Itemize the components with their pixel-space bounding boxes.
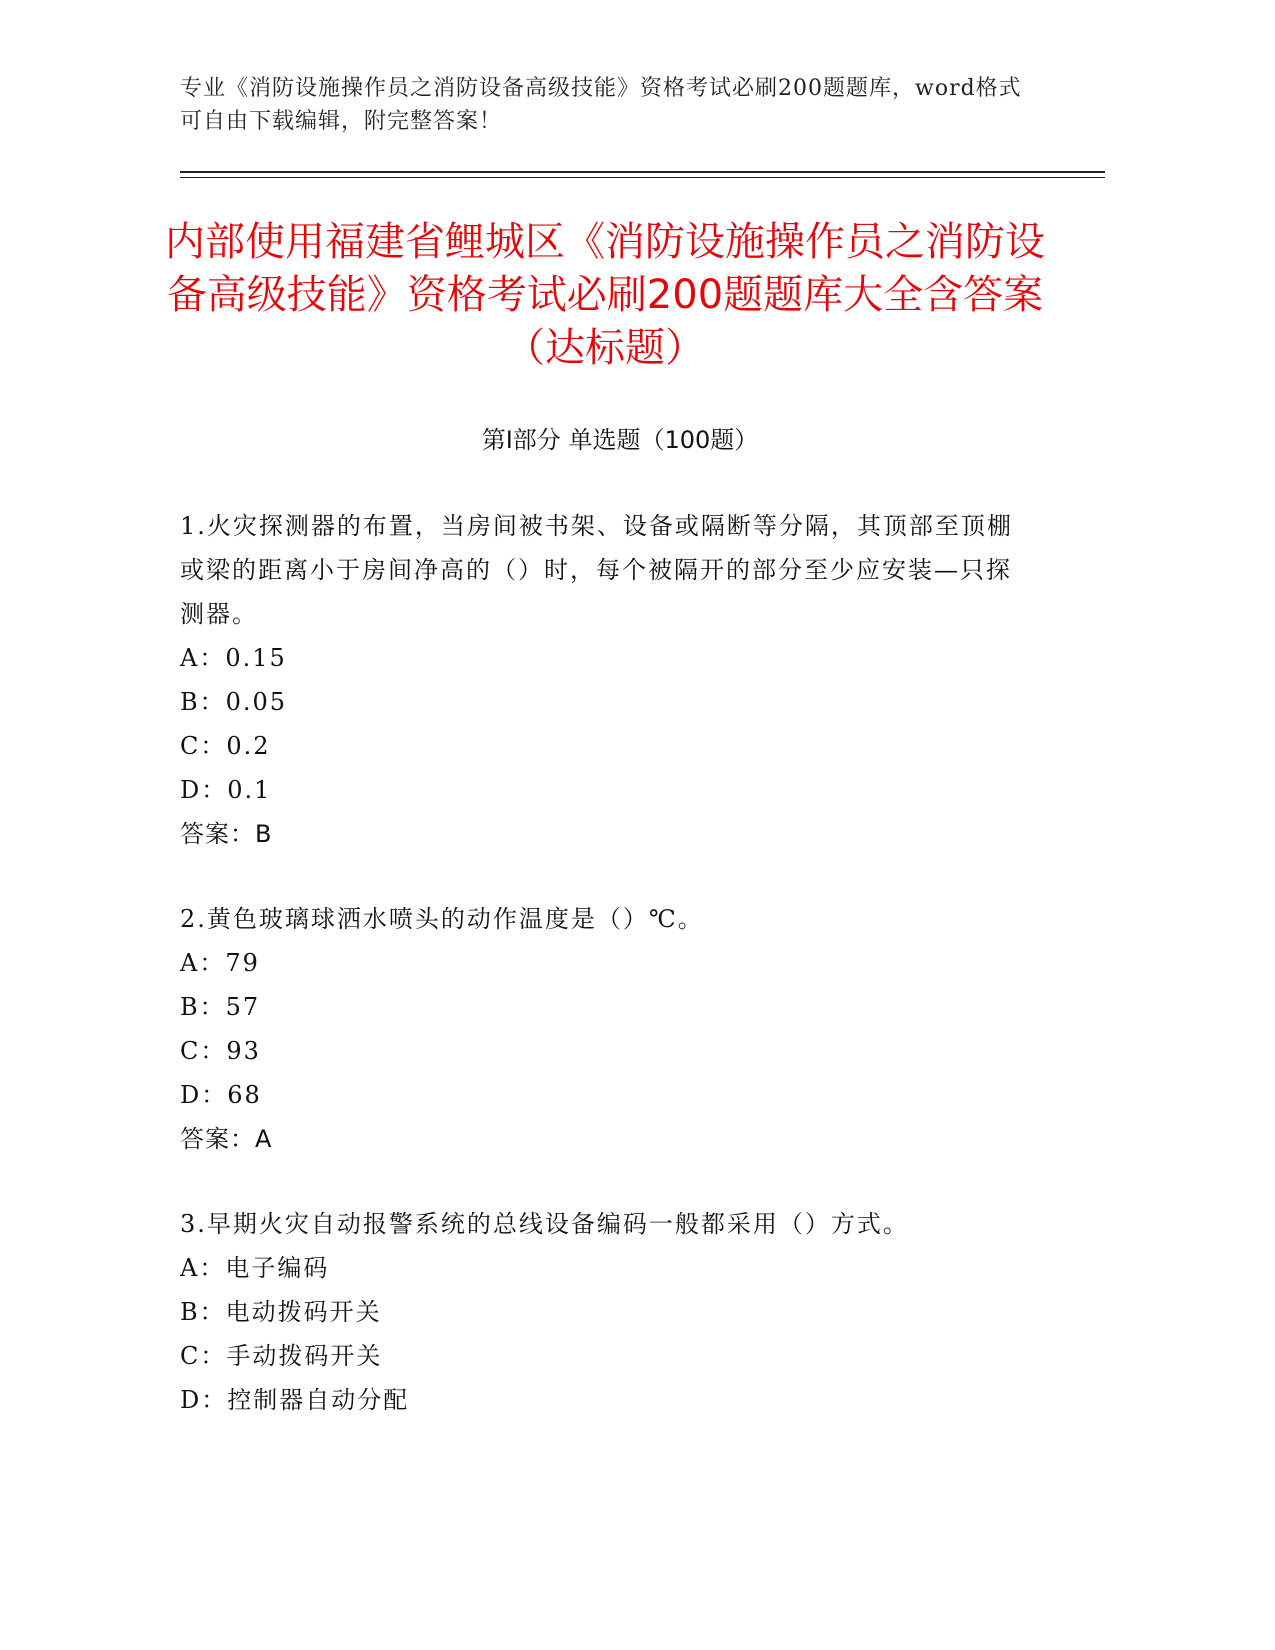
option-a: A：电子编码 [180,1254,330,1282]
question-item [180,897,1030,1161]
option-d: D：68 [180,1081,262,1109]
header-rule-thick [180,171,1105,173]
question-item [180,504,1030,856]
option-c: C：手动拨码开关 [180,1342,383,1370]
question-stem: 2.黄色玻璃球洒水喷头的动作温度是（）℃。 [180,905,704,933]
option-b: B：0.05 [180,688,288,716]
document-title: 内部使用福建省鲤城区《消防设施操作员之消防设备高级技能》资格考试必刷200题题库大全含答案（达标题） [165,219,1045,371]
option-b: B：电动拨码开关 [180,1298,382,1326]
question-item [180,1202,1030,1422]
option-a: A：79 [180,949,260,977]
header-note: 专业《消防设施操作员之消防设备高级技能》资格考试必刷200题题库，word格式可自由下载编辑，附完整答案！ [180,76,1022,134]
question-answer: 答案：B [180,820,273,848]
question-stem: 3.早期火灾自动报警系统的总线设备编码一般都采用（）方式。 [180,1210,909,1238]
header-rule-thin [180,177,1105,178]
option-c: C：0.2 [180,732,271,760]
section-heading: 第Ⅰ部分 单选题（100题） [481,426,759,454]
option-b: B：57 [180,993,261,1021]
option-a: A：0.15 [180,644,287,672]
option-d: D：控制器自动分配 [180,1386,410,1414]
question-stem: 1.火灾探测器的布置，当房间被书架、设备或隔断等分隔，其顶部至顶棚或梁的距离小于房间净高的（）时，每个被隔开的部分至少应安装—只探测器。 [180,512,1013,628]
question-list [180,504,1030,1463]
option-c: C：93 [180,1037,261,1065]
question-answer: 答案：A [180,1125,273,1153]
option-d: D：0.1 [180,776,272,804]
